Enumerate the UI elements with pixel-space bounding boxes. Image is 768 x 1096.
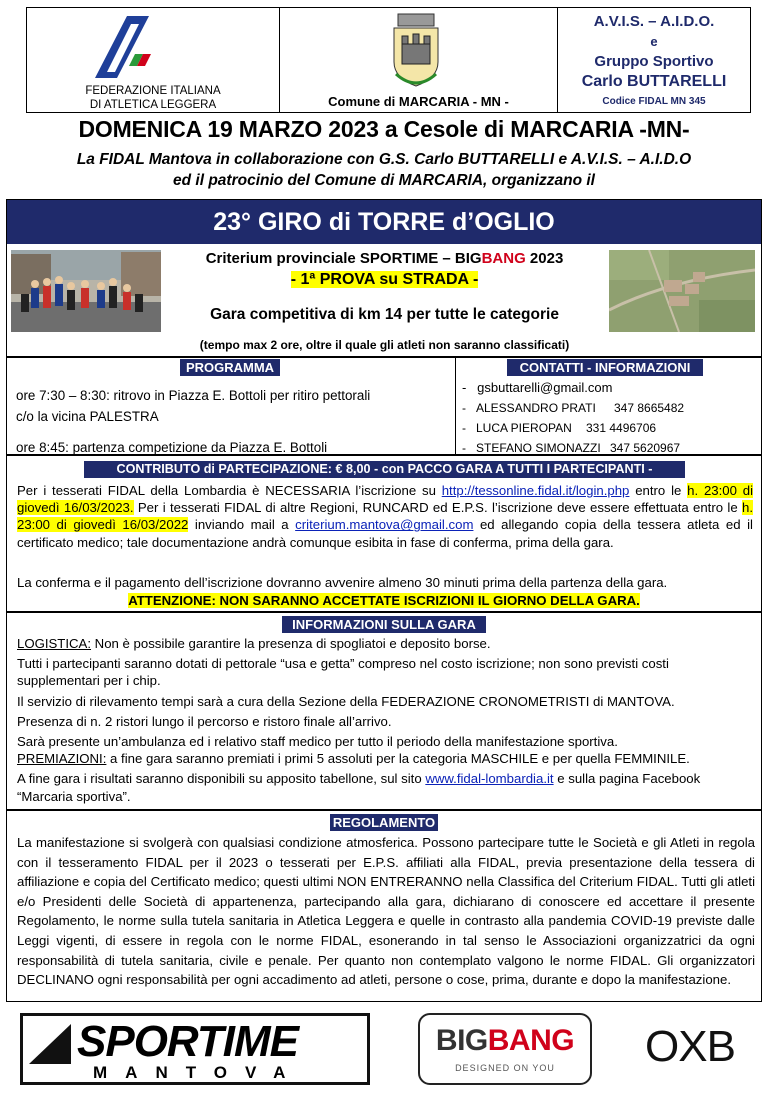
contributo-conferma: La conferma e il pagamento dell’iscrizione dovranno avvenire almeno 30 minuti prima della partenza della gara. (17, 575, 668, 590)
info-premiazioni: PREMIAZIONI: a fine gara saranno premiati i primi 5 assoluti per la categoria MASCHILE e per quella FEMMINILE. (17, 751, 690, 767)
contatti-header: CONTATTI - INFORMAZIONI (507, 359, 703, 376)
regolamento-text: La manifestazione si svolgerà con qualsiasi condizione atmosferica. Possono partecipare tutte le Società e gli Atleti in regola con il tesseramento FIDAL per il 2023 o tesserati per E.P.S. affiliati alla FIDAL, previa presentazione della tessera di affiliazione e copia del Certificato medico; questi ultimi NON ENTRERANNO nella Classifica del Criterium FIDAL. Tutti gli atleti e/o Presidenti delle Società di appartenenza, partecipando alla gara, dichiarano di conoscere ed accettare il presente Regolamento, le norme sulla tutela sanitaria in Atletica Leggera e quelle in contrasto alla pandemia COVID-19 previste dalle Leggi vigenti, di essere in regola con le norme FIDAL, esonerando in tal senso le Associazioni organizzatrici da ogni responsabilità di tutela sanitaria, civile e penale. Per quanto non contemplato valgono le norme FIDAL. Gli organizzatori DECLINANO ogni responsabilità per ogni accadimento ad atleti, persone o cose, prima, durante e dopo la manifestazione. (17, 835, 755, 988)
codice-fidal: Codice FIDAL MN 345 (602, 96, 706, 107)
designed-text: DESIGNED ON YOU (455, 1063, 555, 1073)
contact-email: - gsbuttarelli@gmail.com (462, 380, 613, 395)
prova-line: - 1ª PROVA su STRADA - (290, 271, 479, 288)
attenzione-text: ATTENZIONE: NON SARANNO ACCETTATE ISCRIZIONI IL GIORNO DELLA GARA. (128, 593, 640, 608)
programma-line-2: c/o la vicina PALESTRA (16, 409, 159, 424)
mantova-text: MANTOVA (93, 1063, 304, 1082)
criterium-mail-link[interactable]: criterium.mantova@gmail.com (295, 517, 474, 533)
bigbang-logo (418, 1013, 592, 1085)
header-fidal-cell (26, 7, 280, 113)
programma-line-3: ore 8:45: partenza competizione da Piazza E. Bottoli (16, 440, 328, 455)
event-name-banner: 23° GIRO di TORRE d’OGLIO (7, 200, 761, 244)
oxb-logo: OXB (645, 1022, 735, 1071)
sportime-mark-icon (27, 1022, 73, 1066)
tempo-line: (tempo max 2 ore, oltre il quale gli atleti non saranno classificati) (199, 338, 570, 352)
info-ristori: Presenza di n. 2 ristori lungo il percorso e ristoro finale all’arrivo. (17, 713, 392, 729)
runners-photo (11, 250, 161, 332)
fidal-logo-text-1: FEDERAZIONE ITALIANA (85, 85, 221, 97)
subtitle-line-2: ed il patrocinio del Comune di MARCARIA, organizzano il (173, 172, 595, 189)
fidal-lombardia-link[interactable]: www.fidal-lombardia.it (425, 771, 554, 787)
sportime-logo (20, 1013, 370, 1085)
subtitle-line-1: La FIDAL Mantova in collaborazione con G.S. Carlo BUTTARELLI e A.V.I.S. – A.I.D.O (76, 151, 692, 168)
comune-label: Comune di MARCARIA - MN - (328, 94, 509, 109)
header-org-cell (557, 7, 751, 113)
fidal-logo-icon (87, 14, 157, 80)
fidal-logo-text-2: DI ATLETICA LEGGERA (89, 99, 217, 111)
info-logistica: LOGISTICA: Non è possibile garantire la presenza di spogliatoi e deposito borse. (17, 636, 491, 651)
programma-header: PROGRAMMA (180, 359, 280, 376)
bigbang-red-text: BANG (481, 250, 526, 267)
comune-coat-of-arms-icon (388, 12, 444, 92)
contact-item: - ALESSANDRO PRATI 347 8665482 (462, 401, 685, 415)
org-line-e: e (650, 34, 658, 49)
contributo-paragraph: Per i tesserati FIDAL della Lombardia è NECESSARIA l’iscrizione su http://tessonline.fidal.it/login.php entro le h. 23:00 di giovedì 16/03/2023. Per i tesserati FIDAL di altre Regioni, RUNCARD ed E.P.S. l’iscrizione deve essere effettuata entro le h. 23:00 di giovedì 16/03/2022 inviando mail a criterium.mantova@gmail.com ed allegando copia della tessera atleta ed il certificato medico; tale documentazione andrà comunque esibita in fase di conferma, prima della gara. (17, 483, 754, 550)
informazioni-header: INFORMAZIONI SULLA GARA (282, 616, 486, 633)
contributo-header: CONTRIBUTO di PARTECIPAZIONE: € 8,00 - con PACCO GARA A TUTTI I PARTECIPANTI - (84, 461, 685, 478)
gara-line: Gara competitiva di km 14 per tutte le categorie (210, 306, 559, 323)
main-title: DOMENICA 19 MARZO 2023 a Cesole di MARCARIA -MN- (78, 116, 690, 142)
criterium-line: Criterium provinciale SPORTIME – BIGBANG 2023 (205, 250, 564, 267)
header-comune-cell (279, 7, 558, 113)
info-cronometristi: Il servizio di rilevamento tempi sarà a cura della Sezione della FEDERAZIONE CRONOMETRISTI di MANTOVA. (17, 693, 675, 709)
programma-line-1: ore 7:30 – 8:30: ritrovo in Piazza E. Bottoli per ritiro pettorali (16, 388, 371, 403)
regolamento-header: REGOLAMENTO (330, 814, 438, 831)
info-pettorale: Tutti i partecipanti saranno dotati di pettorale “usa e getta” compreso nel costo iscrizione; non sono previsti costi supplementari per i chip. (17, 656, 669, 689)
tessonline-link[interactable]: http://tessonline.fidal.it/login.php (441, 483, 630, 498)
info-ambulanza: Sarà presente un’ambulanza ed i relativo staff medico per tutto il periodo della manifestazione sportiva. (17, 734, 618, 750)
bang-text: BANG (487, 1024, 575, 1057)
org-line-gruppo: Gruppo Sportivo (594, 53, 714, 70)
info-risultati: A fine gara i risultati saranno disponibili su apposito tabellone, sul sito www.fidal-lombardia.it e sulla pagina Facebook “Marcaria sportiva”. (17, 771, 701, 804)
contact-item: - STEFANO SIMONAZZI 347 5620967 (462, 441, 681, 455)
sportime-text: SPORTIME (77, 1017, 299, 1066)
org-line-avis: A.V.I.S. – A.I.D.O. (593, 13, 715, 30)
org-line-buttarelli: Carlo BUTTARELLI (581, 73, 727, 90)
contact-item: - LUCA PIEROPAN 331 4496706 (462, 421, 657, 435)
aerial-map-photo (609, 250, 755, 332)
big-text: BIG (435, 1024, 488, 1057)
